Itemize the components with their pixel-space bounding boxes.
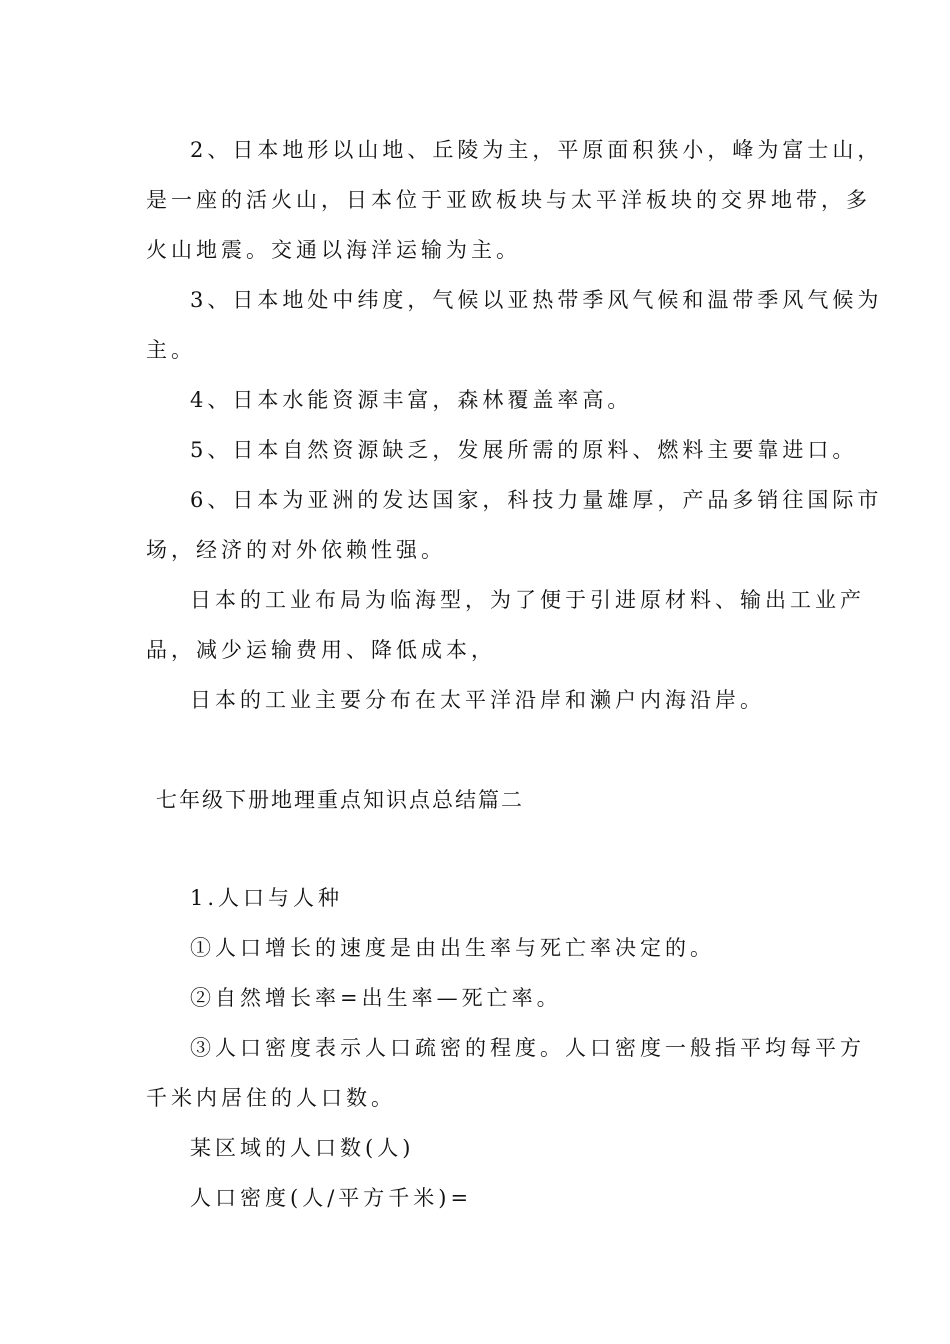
point-1: ①人口增长的速度是由出生率与死亡率决定的。 <box>190 936 715 960</box>
paragraph-3-line-2: 主。 <box>146 338 196 362</box>
paragraph-2-line-1: 2、日本地形以山地、丘陵为主，平原面积狭小，峰为富士山， <box>190 138 883 162</box>
paragraph-2-line-2: 是一座的活火山，日本位于亚欧板块与太平洋板块的交界地带，多 <box>146 188 871 212</box>
subsection-title: 1.人口与人种 <box>190 886 344 910</box>
industry-layout-line-2: 品，减少运输费用、降低成本， <box>146 638 496 662</box>
paragraph-4: 4、日本水能资源丰富，森林覆盖率高。 <box>190 388 633 412</box>
paragraph-2-line-3: 火山地震。交通以海洋运输为主。 <box>146 238 521 262</box>
point-2: ②自然增长率=出生率—死亡率。 <box>190 986 562 1010</box>
point-3-line-2: 千米内居住的人口数。 <box>146 1086 396 1110</box>
section-heading: 七年级下册地理重点知识点总结篇二 <box>156 788 524 812</box>
formula-left-side: 人口密度(人/平方千米)= <box>190 1186 473 1210</box>
paragraph-6-line-2: 场，经济的对外依赖性强。 <box>146 538 446 562</box>
formula-numerator: 某区域的人口数(人) <box>190 1136 415 1160</box>
paragraph-5: 5、日本自然资源缺乏，发展所需的原料、燃料主要靠进口。 <box>190 438 858 462</box>
industry-layout-line-1: 日本的工业布局为临海型，为了便于引进原材料、输出工业产 <box>190 588 865 612</box>
paragraph-3-line-1: 3、日本地处中纬度，气候以亚热带季风气候和温带季风气候为 <box>190 288 883 312</box>
paragraph-6-line-1: 6、日本为亚洲的发达国家，科技力量雄厚，产品多销往国际市 <box>190 488 883 512</box>
point-3-line-1: ③人口密度表示人口疏密的程度。人口密度一般指平均每平方 <box>190 1036 865 1060</box>
industry-distribution: 日本的工业主要分布在太平洋沿岸和濑户内海沿岸。 <box>190 688 765 712</box>
